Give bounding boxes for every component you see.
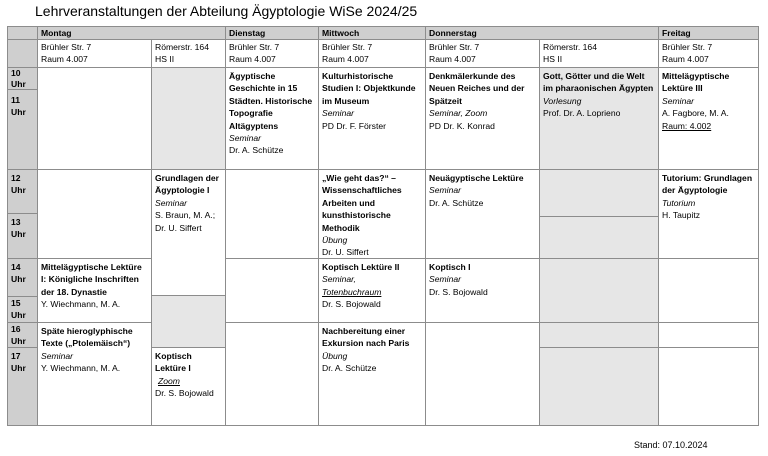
- course-type: Seminar: [229, 133, 261, 144]
- empty-cell: [539, 258, 659, 323]
- course-lecturer: PD Dr. K. Konrad: [429, 120, 495, 131]
- course-room: Raum: 4.002: [662, 120, 712, 131]
- page-title: Lehrveranstaltungen der Abteilung Ägyptologie WiSe 2024/25: [35, 3, 418, 19]
- room-line2: HS II: [155, 54, 175, 65]
- course-title: Koptisch Lektüre II: [322, 262, 400, 272]
- room-line2: Raum 4.007: [322, 54, 369, 65]
- time-15: [7, 296, 38, 323]
- time-17: [7, 347, 38, 426]
- empty-cell: [539, 347, 659, 426]
- time-11: [7, 89, 38, 170]
- room-freitag-bruehler: [658, 39, 759, 68]
- course-title: Denkmälerkunde des Neuen Reiches und der Spätzeit: [429, 71, 525, 106]
- course-fr-tutorium: [658, 169, 759, 259]
- course-lecturer: H. Taupitz: [662, 210, 701, 221]
- empty-cell: [225, 258, 319, 323]
- time-13: [7, 213, 38, 259]
- empty-cell: [225, 322, 319, 426]
- room-corner: [7, 39, 38, 68]
- empty-cell: [151, 67, 226, 170]
- course-title: Späte hieroglyphische Texte („Ptolemäisch“): [41, 326, 133, 349]
- room-line1: Brühler Str. 7: [229, 42, 280, 52]
- course-lecturer: S. Braun, M. A.; Dr. U. Siffert: [155, 210, 216, 233]
- room-line1: Brühler Str. 7: [322, 42, 373, 52]
- room-line1: Brühler Str. 7: [429, 42, 480, 52]
- time-suffix: Uhr: [11, 229, 26, 240]
- empty-cell: [37, 169, 152, 259]
- course-lecturer: Dr. A. Schütze: [429, 197, 484, 208]
- course-lecturer: Dr. S. Bojowald: [429, 286, 488, 297]
- course-mo-hiero: [37, 322, 152, 426]
- room-montag-bruehler: [37, 39, 152, 68]
- course-title: Mittelägyptische Lektüre I: Königliche Inschriften der 18. Dynastie: [41, 262, 142, 297]
- room-mittwoch-bruehler: [318, 39, 426, 68]
- time-suffix: Uhr: [11, 107, 26, 117]
- course-title: Neuägyptische Lektüre: [429, 173, 524, 183]
- course-lecturer: A. Fagbore, M. A.: [662, 108, 729, 119]
- time-hour: 14: [11, 262, 21, 272]
- course-type: Seminar: [429, 274, 461, 285]
- stand-date: Stand: 07.10.2024: [634, 440, 708, 450]
- room-donnerstag-bruehler: [425, 39, 540, 68]
- course-title: Gott, Götter und die Welt im pharaonischen Ägypten: [543, 71, 654, 94]
- course-lecturer: Dr. A. Schütze: [229, 145, 284, 156]
- course-type: Übung: [322, 350, 348, 361]
- room-line1: Brühler Str. 7: [41, 42, 92, 52]
- course-lecturer: Dr. S. Bojowald: [155, 388, 214, 399]
- course-do-denkmaeler: [425, 67, 540, 170]
- time-14: [7, 258, 38, 297]
- empty-cell: [37, 67, 152, 170]
- course-do-goetter: [539, 67, 659, 170]
- course-type: Übung: [322, 235, 348, 246]
- course-title: Tutorium: Grundlagen der Ägyptologie: [662, 173, 753, 196]
- course-mo-mittel1: [37, 258, 152, 323]
- course-mi-nachbereitung: [318, 322, 426, 426]
- time-suffix: Uhr: [11, 335, 26, 346]
- course-mo-grundlagen: [151, 169, 226, 296]
- course-type: Seminar: [429, 185, 461, 196]
- time-hour: 11: [11, 95, 21, 105]
- room-line1: Römerstr. 164: [155, 42, 209, 52]
- room-dienstag-bruehler: [225, 39, 319, 68]
- time-hour: 16: [11, 324, 21, 334]
- empty-cell: [658, 347, 759, 426]
- course-title: Koptisch Lektüre I: [155, 351, 192, 374]
- course-room: Totenbuchraum: [322, 286, 382, 297]
- empty-cell: [539, 322, 659, 348]
- course-do-koptisch1: [425, 258, 540, 323]
- time-16: [7, 322, 38, 348]
- time-suffix: Uhr: [11, 185, 26, 196]
- day-header-dienstag: Dienstag: [225, 26, 319, 40]
- empty-cell: [151, 295, 226, 348]
- course-title: Mittelägyptische Lektüre III: [662, 71, 730, 94]
- course-type: Vorlesung: [543, 95, 582, 106]
- course-title: Nachbereitung einer Exkursion nach Paris: [322, 326, 410, 349]
- day-header-freitag: Freitag: [658, 26, 759, 40]
- course-title: Ägyptische Geschichte in 15 Städten. Historische Topografie Altägyptens: [229, 71, 313, 131]
- room-line1: Brühler Str. 7: [662, 42, 713, 52]
- course-lecturer: Y. Wiechmann, M. A.: [41, 363, 121, 374]
- course-type: Zoom: [158, 375, 180, 386]
- corner-header: [7, 26, 38, 40]
- course-mi-koptisch2: [318, 258, 426, 323]
- course-di-geschichte: [225, 67, 319, 170]
- course-type: Seminar: [322, 108, 354, 119]
- time-suffix: Uhr: [11, 79, 26, 89]
- course-title: „Wie geht das?“ – Wissenschaftliches Arbeiten und kunsthistorische Methodik: [322, 173, 402, 233]
- course-type: Seminar: [41, 350, 73, 361]
- empty-cell: [658, 322, 759, 348]
- course-type: Seminar,: [322, 274, 356, 285]
- course-title: Kulturhistorische Studien I: Objektkunde im Museum: [322, 71, 416, 106]
- day-header-montag: Montag: [37, 26, 226, 40]
- course-lecturer: Dr. S. Bojowald: [322, 299, 381, 310]
- course-mi-wiegeht: [318, 169, 426, 259]
- room-line2: Raum 4.007: [41, 54, 88, 65]
- course-lecturer: PD Dr. F. Förster: [322, 120, 386, 131]
- day-header-mittwoch: Mittwoch: [318, 26, 426, 40]
- course-mo-koptisch1: [151, 347, 226, 426]
- day-header-donnerstag: Donnerstag: [425, 26, 659, 40]
- time-12: [7, 169, 38, 214]
- time-hour: 12: [11, 173, 21, 183]
- room-line2: Raum 4.007: [662, 54, 709, 65]
- course-type: Tutorium: [662, 197, 696, 208]
- course-lecturer: Dr. U. Siffert: [322, 247, 369, 258]
- course-lecturer: Y. Wiechmann, M. A.: [41, 299, 121, 310]
- room-montag-roemer: [151, 39, 226, 68]
- room-line2: HS II: [543, 54, 563, 65]
- course-type: Seminar: [662, 95, 694, 106]
- time-suffix: Uhr: [11, 309, 26, 320]
- time-hour: 10: [11, 68, 21, 78]
- course-title: Koptisch I: [429, 262, 471, 272]
- empty-cell: [539, 216, 659, 259]
- empty-cell: [425, 322, 540, 426]
- empty-cell: [225, 169, 319, 259]
- time-10: [7, 67, 38, 90]
- course-lecturer: Prof. Dr. A. Loprieno: [543, 108, 621, 119]
- course-type: Seminar: [155, 197, 187, 208]
- course-fr-mittel3: [658, 67, 759, 170]
- time-suffix: Uhr: [11, 363, 26, 374]
- course-title: Grundlagen der Ägyptologie I: [155, 173, 219, 196]
- course-type: Seminar, Zoom: [429, 108, 488, 119]
- course-mi-kultur: [318, 67, 426, 170]
- empty-cell: [658, 258, 759, 323]
- room-line2: Raum 4.007: [229, 54, 276, 65]
- course-do-neuaeg: [425, 169, 540, 259]
- time-hour: 15: [11, 298, 21, 308]
- time-suffix: Uhr: [11, 274, 26, 285]
- room-line2: Raum 4.007: [429, 54, 476, 65]
- room-donnerstag-roemer: [539, 39, 659, 68]
- empty-cell: [539, 169, 659, 217]
- time-hour: 17: [11, 351, 21, 361]
- room-line1: Römerstr. 164: [543, 42, 597, 52]
- time-hour: 13: [11, 217, 21, 227]
- course-lecturer: Dr. A. Schütze: [322, 363, 377, 374]
